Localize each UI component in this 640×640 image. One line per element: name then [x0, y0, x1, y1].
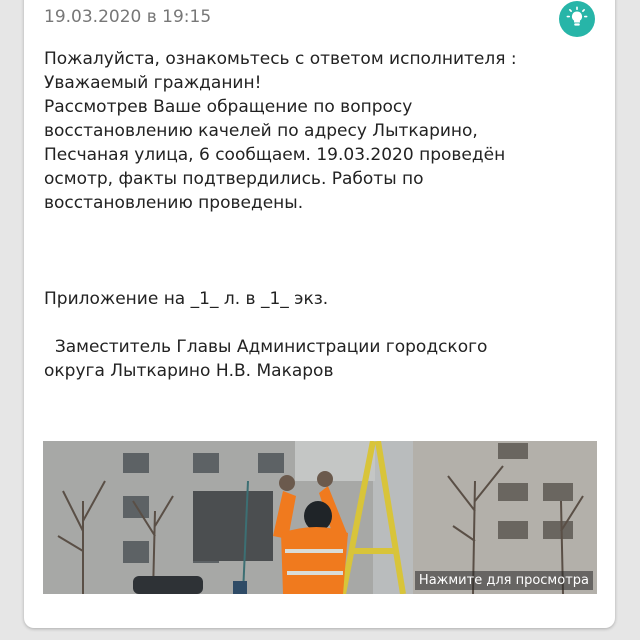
message-intro: Пожалуйста, ознакомьтесь с ответом исполнителя : — [44, 49, 517, 69]
message-body-line: осмотр, факты подтвердились. Работы по — [44, 169, 424, 189]
message-body-line: Рассмотрев Ваше обращение по вопросу — [44, 97, 413, 117]
message-body-line: восстановлению качелей по адресу Лыткарино, — [44, 121, 478, 141]
signature-line: Заместитель Главы Администрации городского — [44, 337, 488, 357]
lightbulb-icon — [566, 6, 588, 32]
message-body-line: восстановлению проведены. — [44, 193, 304, 213]
hint-button[interactable] — [559, 1, 595, 37]
message-card — [24, 0, 615, 628]
message-greeting: Уважаемый гражданин! — [44, 73, 262, 93]
message-body — [44, 47, 604, 383]
view-attachment-label[interactable]: Нажмите для просмотра — [415, 571, 593, 590]
attachment-photo[interactable] — [43, 441, 597, 594]
message-body-line: Песчаная улица, 6 сообщаем. 19.03.2020 проведён — [44, 145, 506, 165]
attachment-note: Приложение на _1_ л. в _1_ экз. — [44, 289, 329, 309]
message-timestamp: 19.03.2020 в 19:15 — [44, 7, 212, 27]
signature-line: округа Лыткарино Н.В. Макаров — [44, 361, 334, 381]
